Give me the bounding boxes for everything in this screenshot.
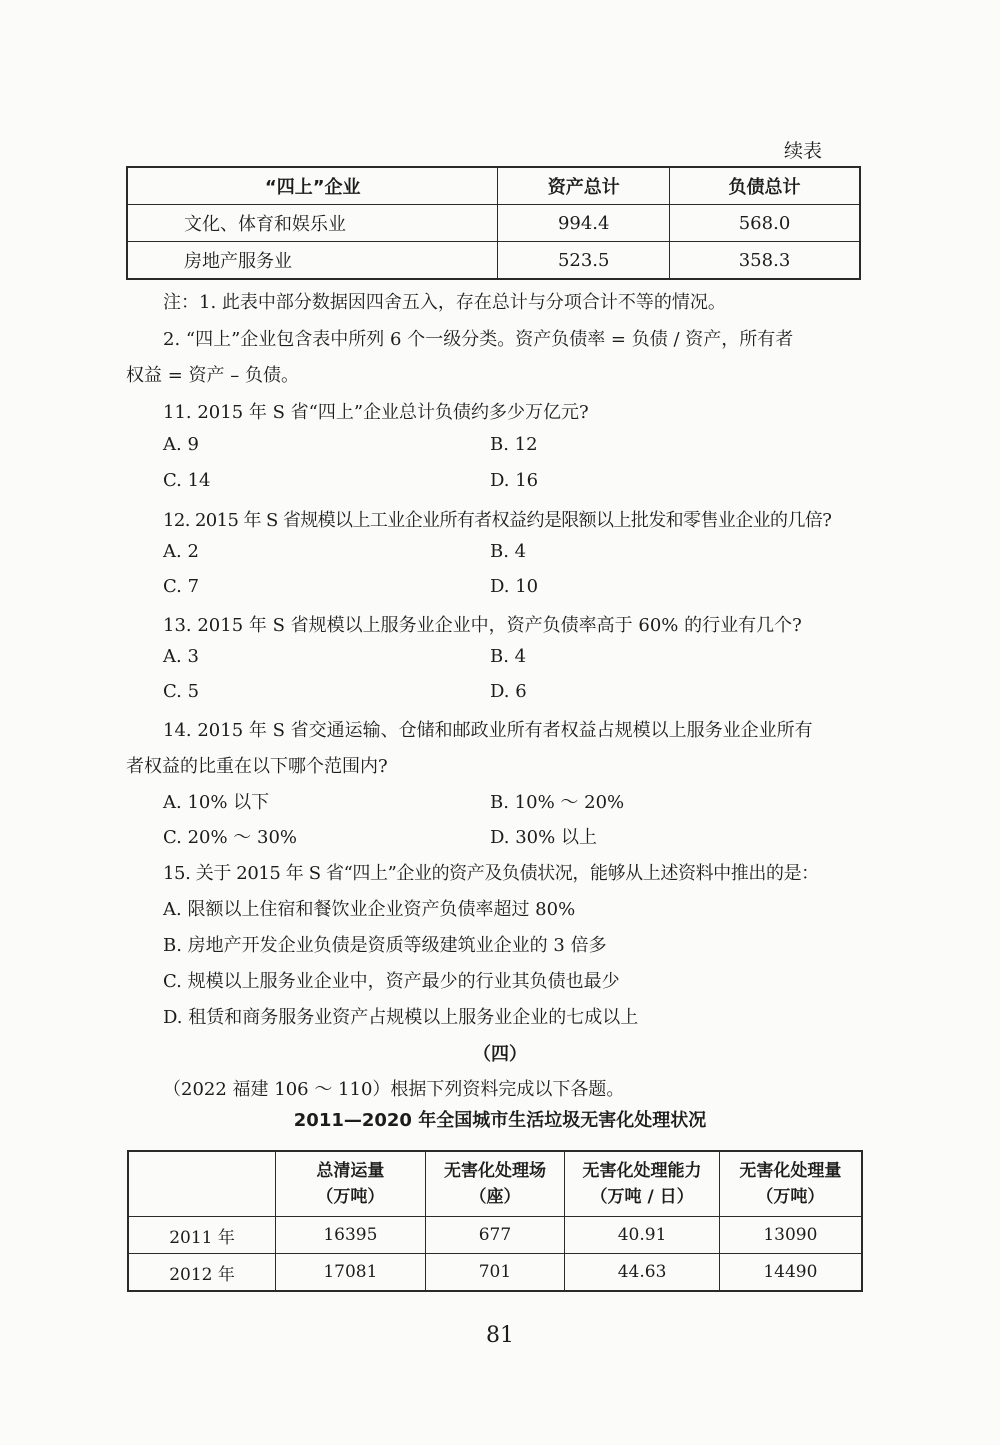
note-2-line-2: 权益 = 资产 – 负债。 — [126, 365, 299, 386]
row-treatment-volume: 14490 — [719, 1254, 862, 1292]
garbage-table-title: 2011—2020 年全国城市生活垃圾无害化处理状况 — [293, 1110, 707, 1131]
row-total-collection: 17081 — [276, 1254, 426, 1292]
question-12-option-a: A. 2 — [163, 541, 199, 562]
header-line-1: 总清运量 — [316, 1161, 385, 1181]
note-1: 注：1. 此表中部分数据因四舍五入，存在总计与分项合计不等的情况。 — [163, 292, 726, 313]
question-14-option-a: A. 10% 以下 — [163, 792, 270, 813]
question-14-option-d: D. 30% 以上 — [490, 827, 597, 848]
question-15-option-d: D. 租赁和商务服务业资产占规模以上服务业企业的七成以上 — [163, 1007, 639, 1028]
question-15-option-b: B. 房地产开发企业负债是资质等级建筑业企业的 3 倍多 — [163, 935, 607, 956]
header-line-1: 无害化处理场 — [443, 1161, 546, 1181]
row-liabilities: 358.3 — [670, 242, 861, 280]
header-line-2: （万吨） — [316, 1187, 385, 1207]
question-14-option-c: C. 20% ～ 30% — [163, 827, 298, 848]
row-name: 房地产服务业 — [127, 242, 498, 280]
table-row — [128, 1254, 862, 1292]
row-total-collection: 16395 — [276, 1217, 426, 1254]
header-treatment-capacity — [565, 1151, 720, 1217]
garbage-treatment-table — [127, 1150, 863, 1292]
header-total-liabilities: 负债总计 — [670, 167, 861, 205]
question-11-option-c: C. 14 — [163, 470, 211, 491]
table-row — [127, 205, 860, 242]
question-12-option-d: D. 10 — [490, 576, 539, 597]
header-total-collection — [276, 1151, 426, 1217]
row-treatment-capacity: 40.91 — [565, 1217, 720, 1254]
row-name: 文化、体育和娱乐业 — [127, 205, 498, 242]
assets-liabilities-table — [126, 166, 861, 280]
section-heading: （四） — [473, 1044, 527, 1065]
question-13-option-c: C. 5 — [163, 681, 200, 702]
header-line-2: （万吨 / 日） — [590, 1187, 694, 1207]
row-treatment-plants: 701 — [425, 1254, 565, 1292]
table-header-row — [127, 167, 860, 205]
row-treatment-capacity: 44.63 — [565, 1254, 720, 1292]
row-assets: 994.4 — [498, 205, 670, 242]
question-12-stem: 12. 2015 年 S 省规模以上工业企业所有者权益约是限额以上批发和零售业企业的几倍? — [163, 510, 832, 531]
question-11-option-d: D. 16 — [490, 470, 539, 491]
question-13-option-b: B. 4 — [490, 646, 527, 667]
question-13-option-a: A. 3 — [163, 646, 199, 667]
row-assets: 523.5 — [498, 242, 670, 280]
row-treatment-volume: 13090 — [719, 1217, 862, 1254]
table-header-row — [128, 1151, 862, 1217]
section-intro: （2022 福建 106 ～ 110）根据下列资料完成以下各题。 — [163, 1079, 625, 1100]
question-12-option-c: C. 7 — [163, 576, 200, 597]
header-line-2: （座） — [469, 1187, 521, 1207]
question-14-stem-line-2: 者权益的比重在以下哪个范围内? — [126, 756, 388, 777]
row-liabilities: 568.0 — [670, 205, 861, 242]
continued-label: 续表 — [784, 140, 823, 162]
question-15-option-c: C. 规模以上服务业企业中，资产最少的行业其负债也最少 — [163, 971, 620, 992]
header-line-1: 无害化处理能力 — [582, 1161, 702, 1181]
question-14-option-b: B. 10% ～ 20% — [490, 792, 625, 813]
header-year — [128, 1151, 276, 1217]
header-treatment-volume — [719, 1151, 862, 1217]
question-13-stem: 13. 2015 年 S 省规模以上服务业企业中，资产负债率高于 60% 的行业有几个? — [163, 615, 802, 636]
header-line-1: 无害化处理量 — [739, 1161, 842, 1181]
question-13-option-d: D. 6 — [490, 681, 527, 702]
question-15-option-a: A. 限额以上住宿和餐饮业企业资产负债率超过 80% — [163, 899, 576, 920]
page-number: 81 — [486, 1323, 514, 1348]
question-12-option-b: B. 4 — [490, 541, 527, 562]
table-row — [128, 1217, 862, 1254]
question-11-option-b: B. 12 — [490, 434, 538, 455]
question-14-stem-line-1: 14. 2015 年 S 省交通运输、仓储和邮政业所有者权益占规模以上服务业企业所有 — [163, 720, 813, 741]
header-enterprise: “四上”企业 — [127, 167, 498, 205]
row-year: 2012 年 — [128, 1254, 276, 1292]
question-11-option-a: A. 9 — [163, 434, 199, 455]
question-11-stem: 11. 2015 年 S 省“四上”企业总计负债约多少万亿元? — [163, 402, 589, 423]
header-total-assets: 资产总计 — [498, 167, 670, 205]
table-row — [127, 242, 860, 280]
note-2-line-1: 2. “四上”企业包含表中所列 6 个一级分类。资产负债率 = 负债 / 资产，所有者 — [163, 329, 794, 350]
question-15-stem: 15. 关于 2015 年 S 省“四上”企业的资产及负债状况，能够从上述资料中推出的是： — [163, 863, 819, 884]
header-line-2: （万吨） — [756, 1187, 825, 1207]
header-treatment-plants — [425, 1151, 565, 1217]
row-treatment-plants: 677 — [425, 1217, 565, 1254]
row-year: 2011 年 — [128, 1217, 276, 1254]
